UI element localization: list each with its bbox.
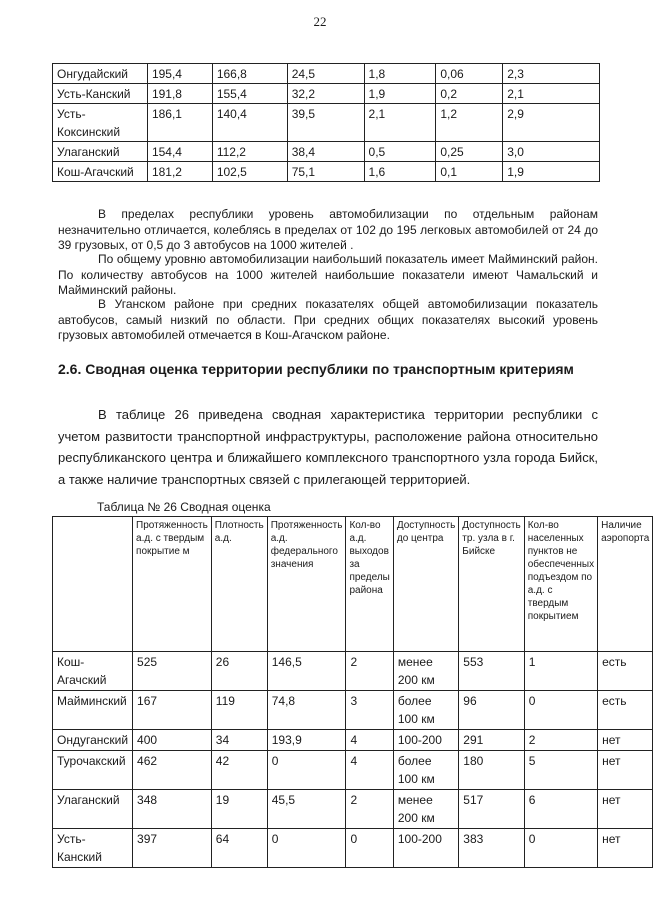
value-cell: 3,0 (503, 142, 600, 162)
value-cell: есть (598, 652, 653, 691)
table-row (53, 691, 653, 730)
value-cell: 39,5 (287, 104, 364, 142)
value-cell: 154,4 (147, 142, 212, 162)
column-header: Протяженность а.д. с твердым покрытие м (133, 517, 212, 652)
value-cell: 181,2 (147, 162, 212, 182)
table-row (53, 730, 653, 751)
value-cell: 119 (211, 691, 267, 730)
value-cell: 1,9 (364, 84, 436, 104)
value-cell: 517 (459, 790, 524, 829)
value-cell: 1,2 (436, 104, 503, 142)
table-row (53, 142, 600, 162)
value-cell: 400 (133, 730, 212, 751)
value-cell: 42 (211, 751, 267, 790)
table-row (53, 84, 600, 104)
value-cell: 0 (524, 829, 597, 868)
table-row (53, 64, 600, 84)
value-cell: 19 (211, 790, 267, 829)
district-name-cell: Усть-Канский (53, 84, 148, 104)
value-cell: 64 (211, 829, 267, 868)
value-cell: 1,8 (364, 64, 436, 84)
value-cell: 291 (459, 730, 524, 751)
value-cell: нет (598, 730, 653, 751)
value-cell: 0,1 (436, 162, 503, 182)
value-cell: 167 (133, 691, 212, 730)
value-cell: 191,8 (147, 84, 212, 104)
district-name-cell: Турочакский (53, 751, 133, 790)
district-name-cell: Ондуганский (53, 730, 133, 751)
section-paragraph: В таблице 26 приведена сводная характеристика территории республики с учетом развитости транспортной инфраструктуры, расположение района относительно республиканского центра и ближайшего комплексного транспортного узла города Бийск, а также наличие транспортных связей с прилегающей территорией. (58, 407, 598, 487)
value-cell: 525 (133, 652, 212, 691)
value-cell: 102,5 (212, 162, 287, 182)
section-heading: 2.6. Сводная оценка территории республики по транспортным критериям (58, 361, 574, 377)
district-name-cell: Усть-Канский (53, 829, 133, 868)
value-cell: 186,1 (147, 104, 212, 142)
value-cell: 75,1 (287, 162, 364, 182)
value-cell: менее 200 км (393, 790, 458, 829)
table-row (53, 162, 600, 182)
value-cell: 0 (267, 829, 346, 868)
value-cell: нет (598, 829, 653, 868)
value-cell: 6 (524, 790, 597, 829)
value-cell: 0,25 (436, 142, 503, 162)
value-cell: 462 (133, 751, 212, 790)
value-cell: 38,4 (287, 142, 364, 162)
column-header: Протяженность а.д. федерального значения (267, 517, 346, 652)
value-cell: 146,5 (267, 652, 346, 691)
column-header: Плотность а.д. (211, 517, 267, 652)
table-header-row (53, 517, 653, 652)
value-cell: 1 (524, 652, 597, 691)
value-cell: 0,2 (436, 84, 503, 104)
column-header (53, 517, 133, 652)
value-cell: 2 (346, 790, 393, 829)
value-cell: 5 (524, 751, 597, 790)
value-cell: 26 (211, 652, 267, 691)
district-name-cell: Улаганский (53, 142, 148, 162)
district-name-cell: Майминский (53, 691, 133, 730)
value-cell: 3 (346, 691, 393, 730)
district-name-cell: Усть-Коксинский (53, 104, 148, 142)
value-cell: более 100 км (393, 691, 458, 730)
value-cell: 74,8 (267, 691, 346, 730)
district-name-cell: Улаганский (53, 790, 133, 829)
value-cell: 383 (459, 829, 524, 868)
value-cell: 1,9 (503, 162, 600, 182)
value-cell: 2,1 (503, 84, 600, 104)
value-cell: 397 (133, 829, 212, 868)
value-cell: 155,4 (212, 84, 287, 104)
district-name-cell: Онгудайский (53, 64, 148, 84)
table-caption: Таблица № 26 Сводная оценка (97, 500, 271, 514)
paragraph: По общему уровню автомобилизации наибольший показатель имеет Майминский район. По количеству автобусов на 1000 жителей наибольшие показатели имеют Чамальский и Майминский районы. (58, 252, 598, 297)
value-cell: нет (598, 790, 653, 829)
table-row (53, 652, 653, 691)
district-name-cell: Кош-Агачский (53, 652, 133, 691)
value-cell: менее 200 км (393, 652, 458, 691)
value-cell: 348 (133, 790, 212, 829)
value-cell: 100-200 (393, 730, 458, 751)
table-row (53, 751, 653, 790)
paragraph: В Уганском районе при средних показателях общей автомобилизации показатель автобусов, самый низкий по области. При средних общих показателях высокий уровень грузовых автомобилей отмечается в Кош-Агачском районе. (58, 297, 598, 342)
vehicle-statistics-table (52, 63, 600, 182)
column-header: Доступность до центра (393, 517, 458, 652)
value-cell: 553 (459, 652, 524, 691)
value-cell: более 100 км (393, 751, 458, 790)
column-header: Доступность тр. узла в г. Бийске (459, 517, 524, 652)
value-cell: 2 (346, 652, 393, 691)
value-cell: 24,5 (287, 64, 364, 84)
value-cell: нет (598, 751, 653, 790)
value-cell: 0 (524, 691, 597, 730)
value-cell: 180 (459, 751, 524, 790)
value-cell: 1,6 (364, 162, 436, 182)
summary-assessment-table (52, 516, 653, 868)
value-cell: 0,5 (364, 142, 436, 162)
page-number: 22 (313, 14, 327, 29)
value-cell: 166,8 (212, 64, 287, 84)
value-cell: 4 (346, 751, 393, 790)
district-name-cell: Кош-Агачский (53, 162, 148, 182)
table-row (53, 790, 653, 829)
value-cell: 34 (211, 730, 267, 751)
value-cell: 193,9 (267, 730, 346, 751)
value-cell: 4 (346, 730, 393, 751)
value-cell: 100-200 (393, 829, 458, 868)
value-cell: 140,4 (212, 104, 287, 142)
value-cell: 96 (459, 691, 524, 730)
table-row (53, 104, 600, 142)
value-cell: 0 (346, 829, 393, 868)
column-header: Наличие аэропорта (598, 517, 653, 652)
value-cell: 32,2 (287, 84, 364, 104)
value-cell: 2,3 (503, 64, 600, 84)
value-cell: 0,06 (436, 64, 503, 84)
column-header: Кол-во населенных пунктов не обеспеченных подъездом по а.д. с твердым покрытием (524, 517, 597, 652)
value-cell: 112,2 (212, 142, 287, 162)
value-cell: 45,5 (267, 790, 346, 829)
value-cell: 2,9 (503, 104, 600, 142)
value-cell: есть (598, 691, 653, 730)
table-row (53, 829, 653, 868)
value-cell: 195,4 (147, 64, 212, 84)
value-cell: 2 (524, 730, 597, 751)
value-cell: 2,1 (364, 104, 436, 142)
paragraph: В пределах республики уровень автомобилизации по отдельным районам незначительно отличается, колеблясь в пределах от 102 до 195 легковых автомобилей от 24 до 39 грузовых, от 0,5 до 3 автобусов на 1000 жителей . (58, 207, 598, 252)
column-header: Кол-во а.д. выходов за пределы района (346, 517, 393, 652)
value-cell: 0 (267, 751, 346, 790)
